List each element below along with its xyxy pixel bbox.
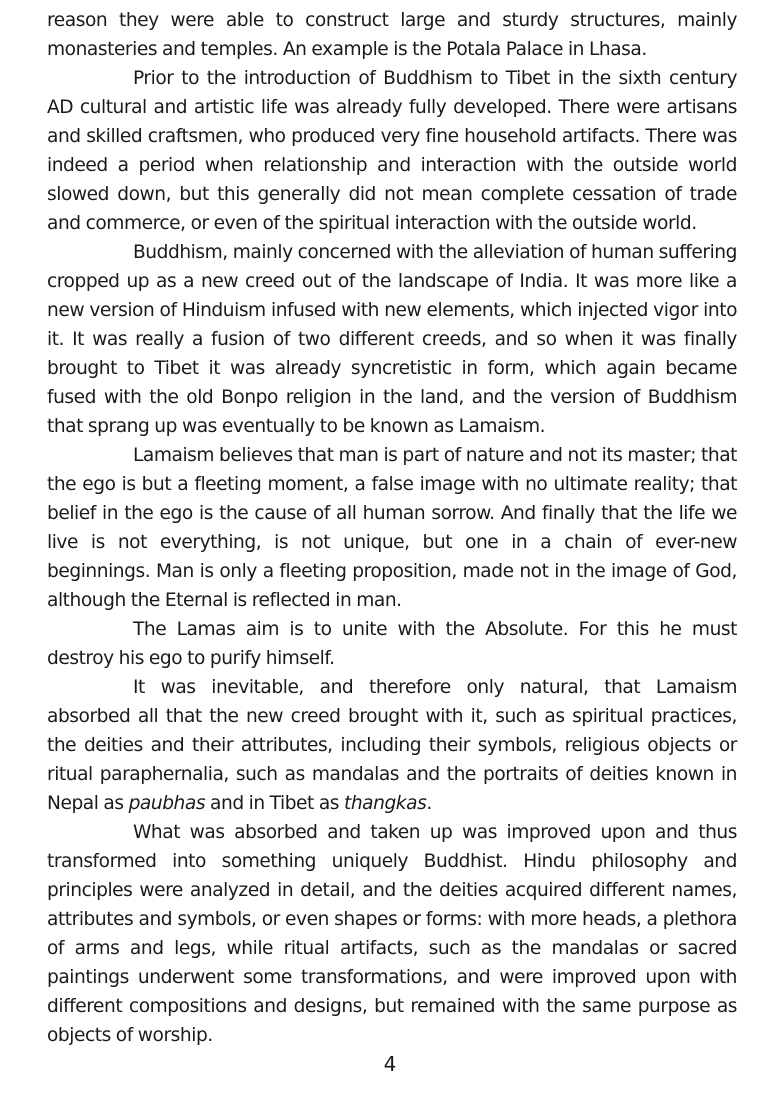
paragraph-lamas-aim: The Lamas aim is to unite with the Absolute. For this he must destroy his ego to purify himself. xyxy=(47,619,737,669)
page-number: 4 xyxy=(383,1052,397,1076)
paragraph-lamaism-beliefs: Lamaism believes that man is part of nature and not its master; that the ego is but a fleeting moment, a false image with no ultimate reality; that belief in the ego is the cause of all human sorrow. And finally that the life we live is not everything, is not unique, but one in a chain of ever-new beginnings. Man is only a fleeting proposition, made not in the image of God, although the Eternal is reflected in man. xyxy=(47,445,737,611)
term-paubhas: paubhas xyxy=(128,793,206,814)
paragraph-buddhism-origin: Buddhism, mainly concerned with the alleviation of human suffering cropped up as a new creed out of the landscape of India. It was more like a new version of Hinduism infused with new elements, which injected vigor into it. It was really a fusion of two different creeds, and so when it was finally brought to Tibet it was already syncretistic in form, which again became fused with the old Bonpo religion in the land, and the version of Buddhism that sprang up was eventually to be known as Lamaism. xyxy=(47,242,737,437)
paragraph-buddhist-transformation: What was absorbed and taken up was improved upon and thus transformed into something uniquely Buddhist. Hindu philosophy and principles were analyzed in detail, and the deities acquired different names, attributes and symbols, or even shapes or forms: with more heads, a plethora of arms and legs, while ritual artifacts, such as the mandalas or sacred paintings underwent some transformations, and were improved upon with different compositions and designs, but remained with the same purpose as objects of worship. xyxy=(47,822,737,1046)
paragraph-lamaism-absorption xyxy=(47,673,737,818)
paragraph-potala-continuation: reason they were able to construct large and sturdy structures, mainly monasteries and temples. An example is the Potala Palace in Lhasa. xyxy=(47,10,737,60)
absorption-text-c: . xyxy=(426,793,432,814)
term-thangkas: thangkas xyxy=(344,793,427,814)
book-page-body xyxy=(47,6,737,1050)
absorption-text-b: and in Tibet as xyxy=(210,793,340,814)
paragraph-pre-buddhist-culture: Prior to the introduction of Buddhism to Tibet in the sixth century AD cultural and artistic life was already fully developed. There were artisans and skilled craftsmen, who produced very fine household artifacts. There was indeed a period when relationship and interaction with the outside world slowed down, but this generally did not mean complete cessation of trade and commerce, or even of the spiritual interaction with the outside world. xyxy=(47,68,737,234)
absorption-text-a: It was inevitable, and therefore only natural, that Lamaism absorbed all that the new creed brought with it, such as spiritual practices, the deities and their attributes, including their symbols, religious objects or ritual paraphernalia, such as mandalas and the portraits of deities known in Nepal as xyxy=(47,677,737,814)
